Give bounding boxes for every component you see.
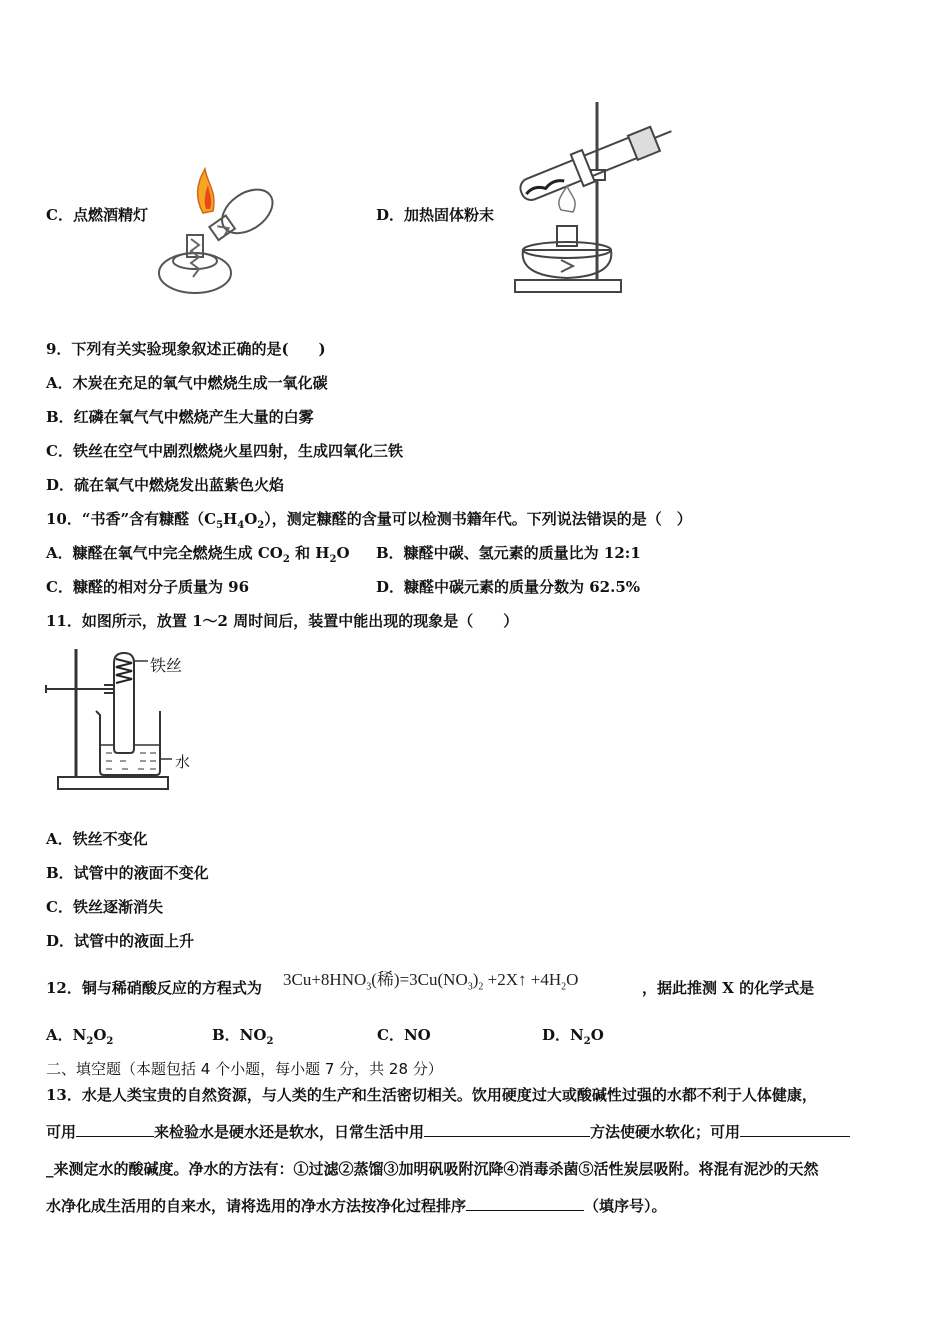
q12-option-b bbox=[212, 1024, 273, 1047]
q12-stem-pre: 12．铜与稀硝酸反应的方程式为 bbox=[46, 979, 262, 997]
q12-a-sub1: 2 bbox=[86, 1036, 94, 1047]
heating-solid-powder-figure bbox=[505, 100, 680, 300]
q9-stem: 9．下列有关实验现象叙述正确的是( ) bbox=[46, 340, 326, 358]
q12-eq-sub3b: 3 bbox=[467, 981, 473, 993]
q12-d-sub: 2 bbox=[583, 1036, 591, 1047]
q12-option-c: C．NO bbox=[377, 1026, 431, 1044]
q12-a-mid: O bbox=[93, 1026, 107, 1044]
q12-eq-part3: O bbox=[566, 970, 579, 989]
q11-option-c: C．铁丝逐渐消失 bbox=[46, 898, 163, 916]
q10-stem-mid1: H bbox=[223, 510, 238, 528]
q11-option-a: A．铁丝不变化 bbox=[46, 830, 148, 848]
q13-line4-b: （填序号）。 bbox=[584, 1197, 667, 1215]
q12-eq-close: ) bbox=[472, 970, 479, 989]
q13-blank-3[interactable] bbox=[740, 1122, 850, 1137]
q10-option-d: D．糠醛中碳元素的质量分数为 62.5% bbox=[376, 578, 641, 596]
q12-a-pre: A．N bbox=[46, 1026, 87, 1044]
q10-option-c: C．糠醛的相对分子质量为 96 bbox=[46, 578, 250, 596]
q11-option-d: D．试管中的液面上升 bbox=[46, 932, 195, 950]
section-2-title: 二、填空题（本题包括 4 个小题，每小题 7 分，共 28 分） bbox=[46, 1060, 443, 1078]
q13-line-4 bbox=[46, 1195, 667, 1216]
q12-d-post: O bbox=[590, 1026, 604, 1044]
q10-sub-3: 2 bbox=[257, 520, 265, 531]
q12-eq-part1: 3Cu+8HNO bbox=[283, 970, 367, 989]
q10-sub-1: 5 bbox=[216, 520, 224, 531]
q12-eq-part2: +2X↑ +4H bbox=[483, 970, 562, 989]
q13-line-1: 13．水是人类宝贵的自然资源，与人类的生产和生活密切相关。饮用硬度过大或酸碱性过强的水都不利于人体健康， bbox=[46, 1086, 817, 1104]
q10-sub-2: 4 bbox=[237, 520, 245, 531]
q12-eq-sub3: 3 bbox=[366, 981, 372, 993]
q13-line-3: _来测定水的酸碱度。净水的方法有：①过滤②蒸馏③加明矾吸附沉降④消毒杀菌⑤活性炭层吸附。将混有泥沙的天然 bbox=[46, 1160, 819, 1178]
q13-blank-2[interactable] bbox=[424, 1122, 590, 1137]
q10-a-post: O bbox=[336, 544, 350, 562]
q9-option-c: C．铁丝在空气中剧烈燃烧火星四射，生成四氧化三铁 bbox=[46, 442, 403, 460]
q10-a-sub2: 2 bbox=[329, 554, 337, 565]
q11-stem: 11．如图所示，放置 1～2 周时间后，装置中能出现的现象是（ ） bbox=[46, 612, 519, 630]
q13-blank-1[interactable] bbox=[76, 1122, 154, 1137]
q10-option-a bbox=[46, 542, 350, 565]
q12-b-sub: 2 bbox=[266, 1036, 274, 1047]
q12-stem-post: ，据此推测 X 的化学式是 bbox=[642, 979, 815, 997]
q10-a-mid: 和 H bbox=[289, 544, 330, 562]
q13-line2-a: 可用 bbox=[46, 1123, 77, 1141]
q13-line2-b: 来检验水是硬水还是软水，日常生活中用 bbox=[154, 1123, 425, 1141]
q11-label-iron-wire: 铁丝 bbox=[150, 656, 183, 675]
q10-stem bbox=[46, 508, 692, 531]
q12-option-d bbox=[542, 1024, 604, 1047]
q10-stem-post: ），测定糠醛的含量可以检测书籍年代。下列说法错误的是（ ） bbox=[264, 510, 692, 528]
q11-option-b: B．试管中的液面不变化 bbox=[46, 864, 209, 882]
q12-a-sub2: 2 bbox=[106, 1036, 114, 1047]
q8-option-d: D．加热固体粉末 bbox=[376, 206, 495, 224]
q12-equation bbox=[283, 965, 578, 992]
q12-b-pre: B．NO bbox=[212, 1026, 267, 1044]
q13-line2-c: 方法使硬水软化；可用 bbox=[590, 1123, 741, 1141]
q12-eq-sub2b: 2 bbox=[561, 981, 567, 993]
q8-option-c: C．点燃酒精灯 bbox=[46, 206, 148, 224]
q12-eq-dilute: (稀)=3Cu(NO bbox=[371, 970, 468, 989]
q12-d-pre: D．N bbox=[542, 1026, 584, 1044]
q13-line-2 bbox=[46, 1121, 850, 1142]
q11-label-water: 水 bbox=[175, 753, 191, 771]
q9-option-b: B．红磷在氧气气中燃烧产生大量的白雾 bbox=[46, 408, 314, 426]
q9-option-a: A．木炭在充足的氧气中燃烧生成一氧化碳 bbox=[46, 374, 328, 392]
q12-eq-sub2: 2 bbox=[478, 981, 484, 993]
q9-option-d: D．硫在氧气中燃烧发出蓝紫色火焰 bbox=[46, 476, 285, 494]
q10-a-sub1: 2 bbox=[282, 554, 290, 565]
q10-option-b: B．糠醛中碳、氢元素的质量比为 12:1 bbox=[376, 544, 641, 562]
q10-stem-pre: 10．“书香”含有糠醛（C bbox=[46, 510, 217, 528]
q13-blank-4[interactable] bbox=[466, 1196, 584, 1211]
q12-option-a bbox=[46, 1024, 113, 1047]
q10-a-pre: A．糠醛在氧气中完全燃烧生成 CO bbox=[46, 544, 283, 562]
q13-line4-a: 水净化成生活用的自来水，请将选用的净水方法按净化过程排序 bbox=[46, 1197, 467, 1215]
q10-stem-mid2: O bbox=[244, 510, 258, 528]
alcohol-lamp-lighting-figure bbox=[155, 165, 280, 300]
